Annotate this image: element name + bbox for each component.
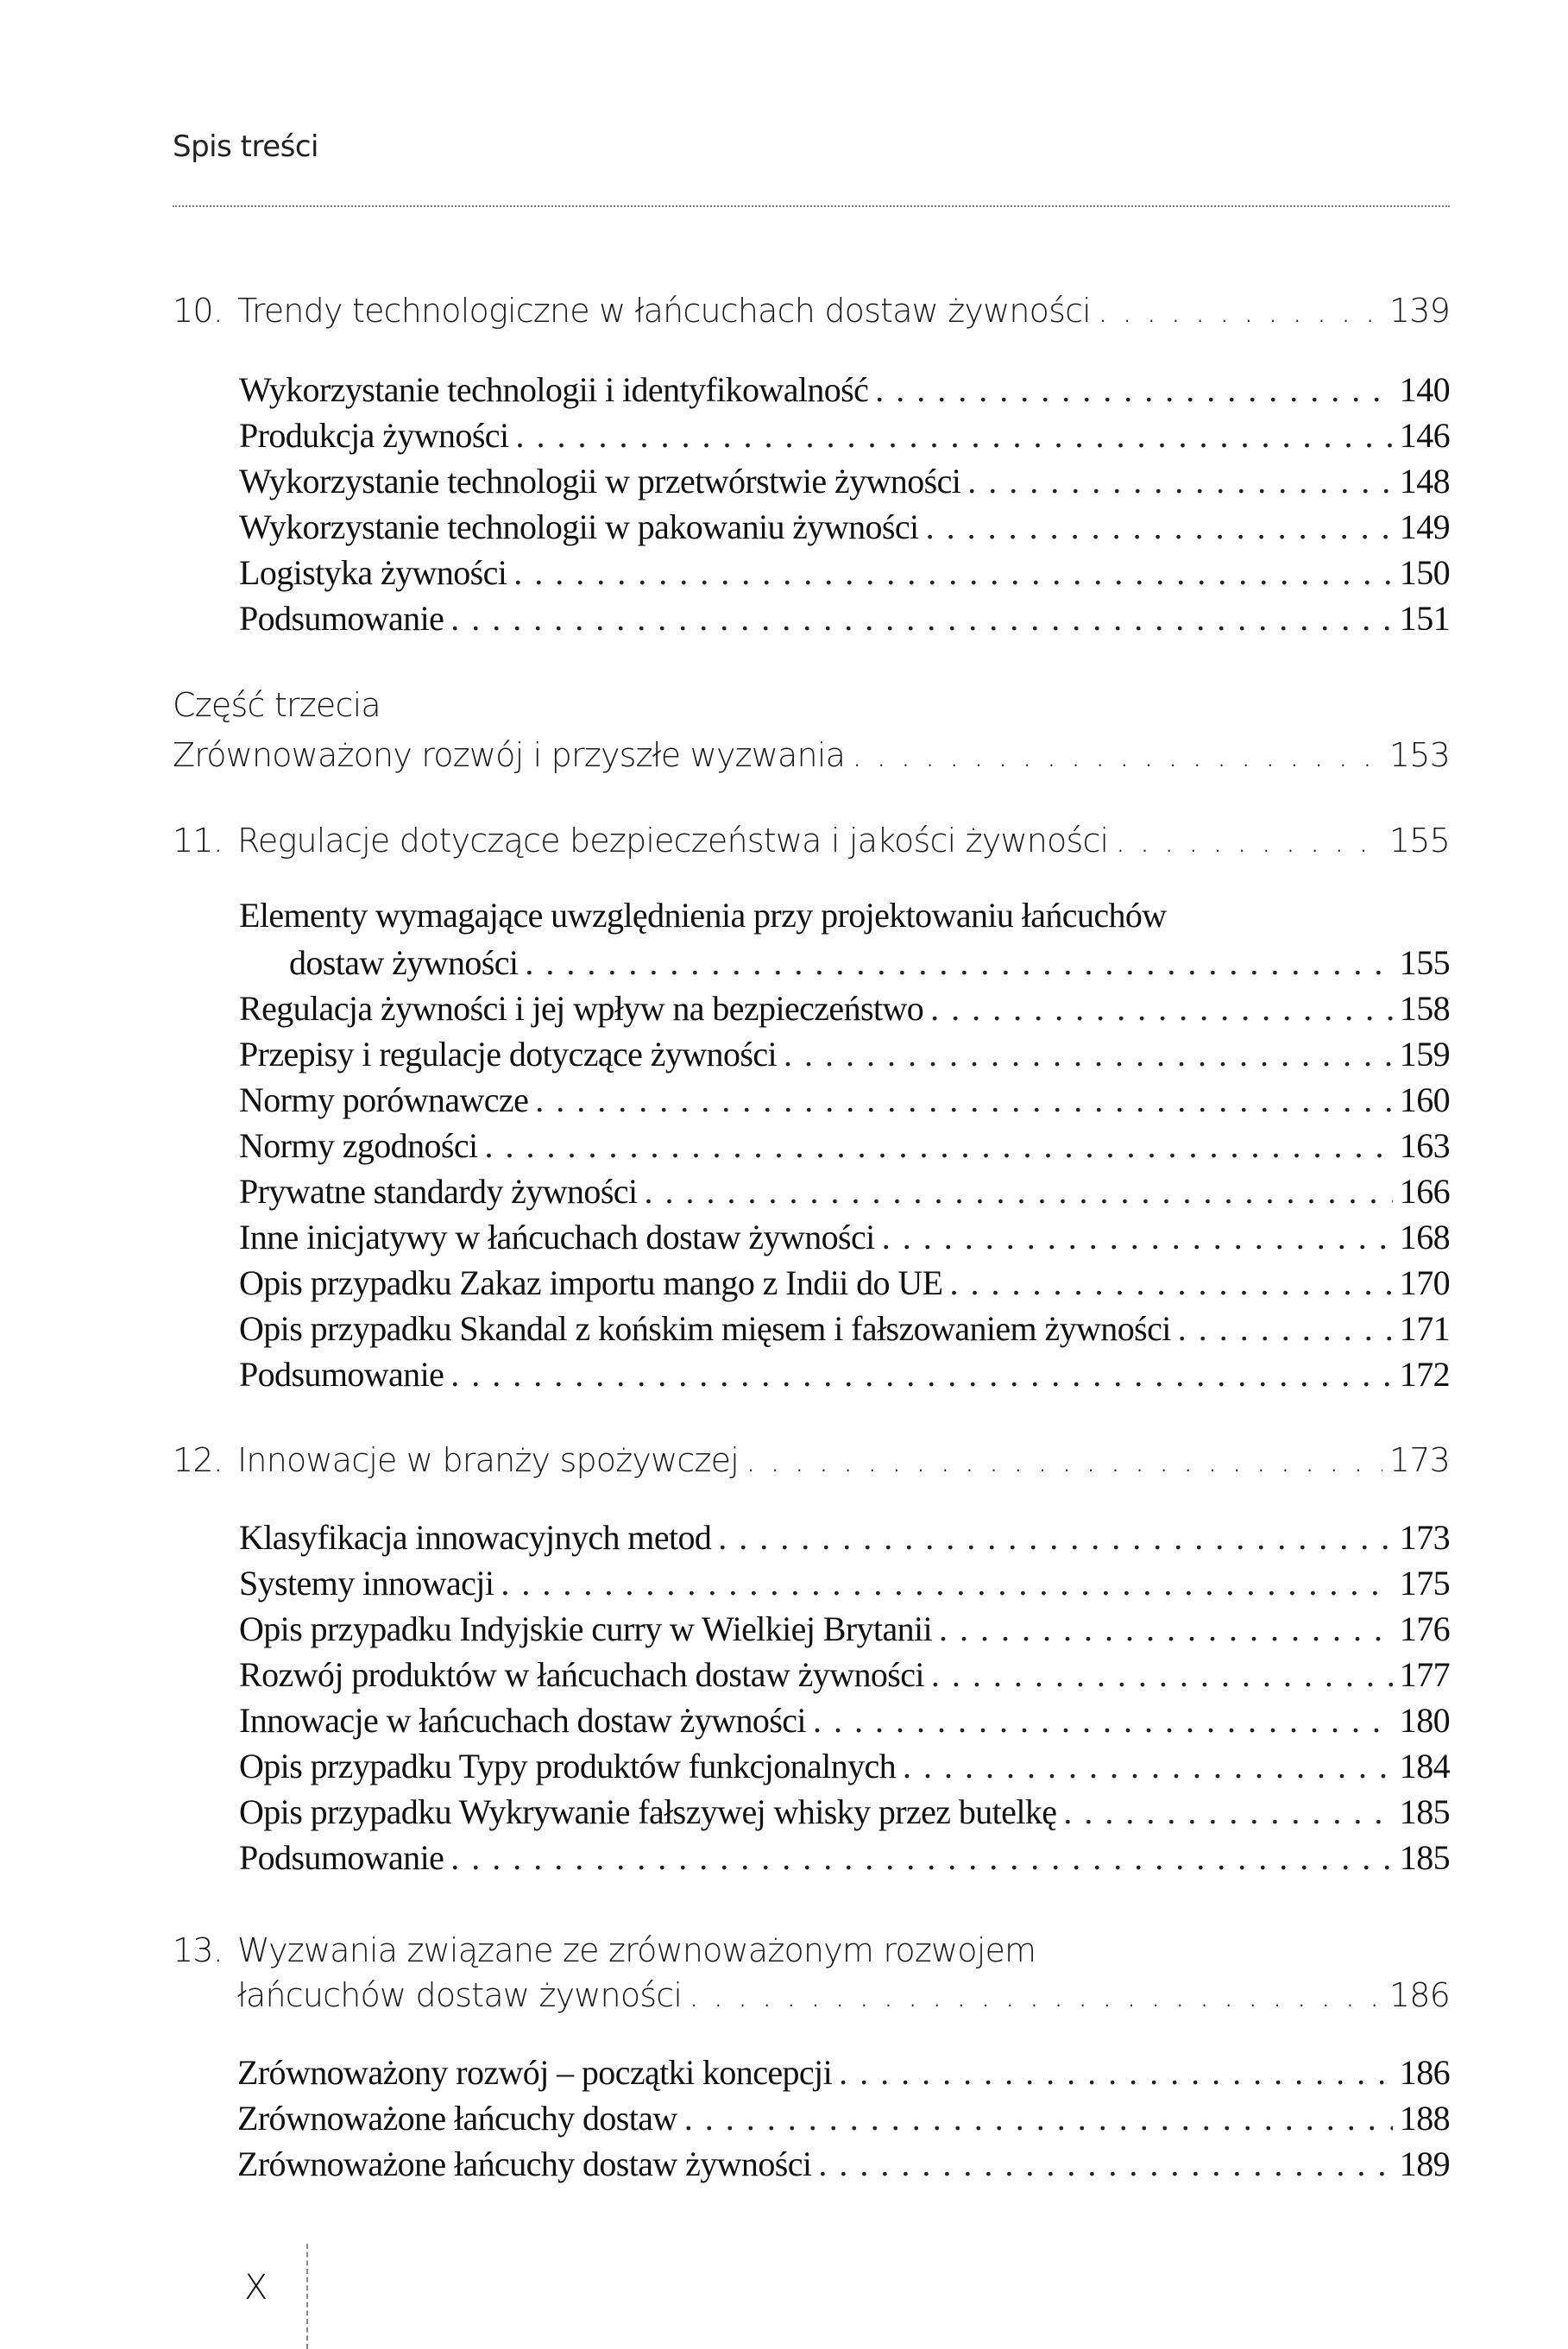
chapter-title: Innowacje w branży spożywczej [237,1441,739,1479]
toc-entry[interactable] [239,415,1450,456]
dot-leader [525,942,1392,983]
toc-entry[interactable] [239,461,1450,501]
page-number: 151 [1399,599,1450,638]
entry-title: Podsumowanie [239,1355,444,1394]
dot-leader [515,415,1392,456]
dot-leader [1098,292,1382,330]
entry-title: Produkcja żywności [239,416,509,455]
dot-leader [875,369,1393,410]
page-number: 170 [1399,1263,1450,1302]
dot-leader [450,598,1393,639]
toc-entry[interactable] [239,1354,1450,1395]
toc-entry[interactable] [239,1263,1450,1303]
chapter-title-line1: Wyzwania związane ze zrównoważonym rozwojem [237,1931,1036,1969]
dot-leader [718,1517,1393,1558]
entry-title: Wykorzystanie technologii w pakowaniu żywności [239,507,919,546]
toc-entry[interactable] [239,1837,1450,1878]
dot-leader [746,1441,1382,1479]
toc-entry[interactable] [239,1034,1450,1074]
toc-entry[interactable] [239,1517,1450,1558]
page-number: 172 [1399,1355,1450,1394]
toc-chapter-13-line2[interactable] [237,1976,1450,2014]
page-number: 155 [1399,943,1450,982]
page-number: 140 [1399,370,1450,409]
dot-leader [784,1034,1393,1074]
page-number: 155 [1389,822,1450,860]
toc-entry[interactable] [239,1609,1450,1649]
entry-title-line1[interactable]: Elementy wymagające uwzględnienia przy projektowaniu łańcuchów [239,896,1167,935]
dot-leader [485,1125,1393,1166]
toc-entry[interactable] [239,507,1450,547]
dot-leader [839,2052,1393,2093]
page-number: 186 [1389,1976,1450,2014]
entry-title: Innowacje w łańcuchach dostaw żywności [239,1701,806,1740]
toc-entry[interactable] [239,598,1450,639]
dot-leader [903,1746,1393,1786]
entry-title: Wykorzystanie technologii i identyfikowalność [239,370,869,409]
page-folio: X [244,2268,268,2308]
chapter-title-line2: łańcuchów dostaw żywności [237,1976,683,2014]
header-rule [173,205,1450,207]
entry-title: Prywatne standardy żywności [239,1172,638,1211]
entry-title: Zrównoważone łańcuchy dostaw [237,2099,677,2138]
entry-title: Opis przypadku Wykrywanie fałszywej whisky przez butelkę [239,1792,1057,1831]
toc-entry[interactable] [239,1080,1450,1120]
page-number: 176 [1399,1609,1450,1648]
entry-title: Opis przypadku Skandal z końskim mięsem i fałszowaniem żywności [239,1309,1171,1348]
entry-title: Wykorzystanie technologii w przetwórstwie żywności [239,462,961,501]
entry-title: Opis przypadku Indyjskie curry w Wielkiej Brytanii [239,1609,933,1648]
page-number: 173 [1399,1518,1450,1557]
toc-entry[interactable] [239,1125,1450,1166]
entry-title: Podsumowanie [239,1838,444,1877]
toc-chapter-13-line1[interactable] [173,1931,1036,1969]
page-number: 171 [1399,1309,1450,1348]
entry-title: Systemy innowacji [239,1564,494,1603]
chapter-number: 11. [173,822,224,860]
chapter-number: 10. [173,292,224,330]
dot-leader [967,461,1393,501]
chapter-title: Trendy technologiczne w łańcuchach dostaw żywności [237,292,1091,330]
chapter-title: Regulacje dotyczące bezpieczeństwa i jakości żywności [237,822,1109,860]
dot-leader [644,1171,1392,1212]
page-number: 189 [1399,2144,1450,2183]
dot-leader [684,2098,1393,2138]
page-number: 188 [1399,2099,1450,2138]
dot-leader [1115,822,1382,860]
entry-title: Regulacja żywności i jej wpływ na bezpieczeństwo [239,989,924,1028]
page-number: 168 [1399,1218,1450,1256]
page-number: 139 [1389,292,1450,330]
dot-leader [513,552,1393,593]
toc-entry[interactable] [237,2098,1450,2138]
entry-title: Inne inicjatywy w łańcuchach dostaw żywności [239,1218,875,1256]
entry-title: Rozwój produktów w łańcuchach dostaw żywności [239,1655,924,1694]
dot-leader [813,1700,1393,1741]
dot-leader [939,1609,1393,1649]
entry-title: Zrównoważony rozwój – początki koncepcji [237,2053,833,2092]
entry-title: Zrównoważone łańcuchy dostaw żywności [237,2144,812,2183]
toc-entry[interactable] [239,1700,1450,1741]
toc-entry[interactable] [239,1217,1450,1257]
toc-entry[interactable] [239,1746,1450,1786]
page-number: 184 [1399,1747,1450,1785]
entry-title: Podsumowanie [239,599,444,638]
page-number: 177 [1399,1655,1450,1694]
toc-entry[interactable] [239,369,1450,410]
entry-title: Normy porównawcze [239,1080,529,1119]
page-number: 185 [1399,1792,1450,1831]
page-number: 150 [1399,553,1450,592]
dot-leader [450,1354,1393,1395]
toc-entry[interactable] [239,1308,1450,1349]
dot-leader [930,988,1393,1029]
page-number: 160 [1399,1080,1450,1119]
dot-leader [931,1654,1393,1695]
page-number: 158 [1399,989,1450,1028]
dot-leader [949,1263,1392,1303]
page-number: 185 [1399,1838,1450,1877]
toc-entry[interactable] [237,2144,1450,2184]
dot-leader [689,1976,1382,2014]
dot-leader [818,2144,1392,2184]
entry-title: Opis przypadku Zakaz importu mango z Indii do UE [239,1263,943,1302]
part-title: Zrównoważony rozwój i przyszłe wyzwania [173,736,846,774]
toc-entry[interactable] [239,1563,1450,1603]
page-number: 173 [1389,1441,1450,1479]
toc-entry[interactable] [239,988,1450,1029]
entry-title-line2: dostaw żywności [289,943,519,982]
page-number: 146 [1399,416,1450,455]
entry-title: Klasyfikacja innowacyjnych metod [239,1518,712,1557]
toc-entry[interactable] [239,1792,1450,1832]
dot-leader [501,1563,1392,1603]
page-number: 186 [1399,2053,1450,2092]
toc-part-three[interactable] [173,736,1450,774]
dot-leader [535,1080,1393,1120]
page-number: 163 [1399,1126,1450,1165]
dot-leader [1178,1308,1393,1349]
toc-entry[interactable] [239,1654,1450,1695]
entry-title: Opis przypadku Typy produktów funkcjonalnych [239,1747,897,1785]
page-number: 180 [1399,1701,1450,1740]
page-number: 153 [1389,736,1450,774]
toc-chapter-10[interactable] [173,292,1450,330]
chapter-number: 12. [173,1441,224,1479]
toc-entry[interactable] [239,1171,1450,1212]
entry-title: Logistyka żywności [239,553,507,592]
folio-divider [306,2244,308,2349]
dot-leader [1063,1792,1392,1832]
page-number: 148 [1399,462,1450,501]
toc-entry[interactable] [237,2052,1450,2093]
entry-title: Normy zgodności [239,1126,478,1165]
page-number: 166 [1399,1172,1450,1211]
part-label: Część trzecia [173,686,381,724]
dot-leader [926,507,1393,547]
dot-leader [852,736,1382,774]
page-number: 149 [1399,507,1450,546]
dot-leader [882,1217,1393,1257]
toc-chapter-12[interactable] [173,1441,1450,1479]
page-number: 159 [1399,1035,1450,1074]
running-head: Spis treści [173,129,318,164]
dot-leader [450,1837,1393,1878]
toc-entry[interactable] [289,942,1450,983]
page-number: 175 [1399,1564,1450,1603]
toc-entry[interactable] [239,552,1450,593]
entry-title: Przepisy i regulacje dotyczące żywności [239,1035,777,1074]
toc-chapter-11[interactable] [173,822,1450,860]
chapter-number: 13. [173,1931,224,1969]
